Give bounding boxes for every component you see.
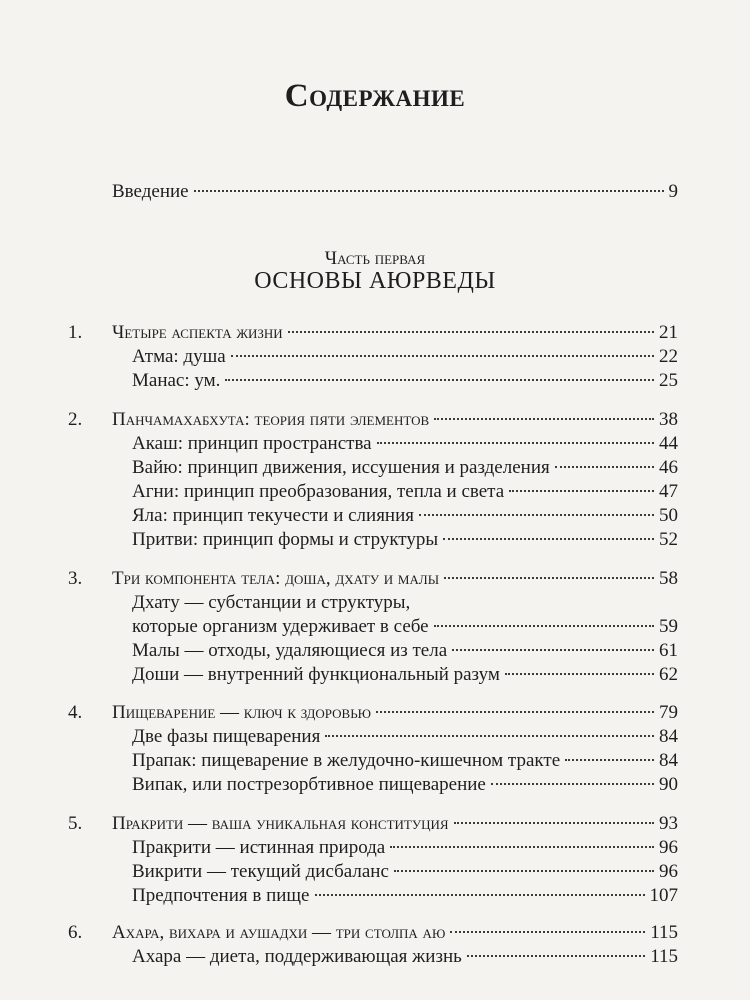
chapter-title: Ахара, вихара и аушадхи — три столпа аю: [112, 922, 446, 943]
dot-leader: [419, 514, 654, 516]
subentry-page: 115: [650, 946, 678, 967]
subentry-page: 22: [659, 346, 678, 367]
toc-subentry: [132, 836, 678, 860]
subentry-page: 96: [659, 861, 678, 882]
toc-entry-intro: [112, 180, 678, 204]
toc-subentry: [132, 345, 678, 369]
dot-leader: [444, 577, 654, 579]
dot-leader: [467, 955, 645, 957]
subentry-title: Манас: ум.: [132, 370, 221, 391]
dot-leader: [505, 673, 654, 675]
subentry-page: 62: [659, 664, 678, 685]
chapter-page: 58: [659, 568, 678, 589]
toc-subentry: [132, 860, 678, 884]
dot-leader: [454, 822, 654, 824]
subentry-title: Акаш: принцип пространства: [132, 433, 372, 454]
dot-leader: [434, 418, 654, 420]
dot-leader: [376, 711, 654, 713]
subentry-page: 44: [659, 433, 678, 454]
subentry-page: 84: [659, 726, 678, 747]
chapter-number: 3.: [68, 568, 83, 589]
subentry-title: Яла: принцип текучести и слияния: [132, 505, 415, 526]
chapter-number: 6.: [68, 922, 83, 943]
subentry-title: Прапак: пищеварение в желудочно-кишечном тракте: [132, 750, 561, 771]
toc-subentry: [132, 504, 678, 528]
toc-subentry: [132, 480, 678, 504]
dot-leader: [450, 931, 645, 933]
toc-subentry: [132, 773, 678, 797]
chapter-title: Пракрити — ваша уникальная конституция: [112, 813, 449, 834]
page-title: Содержание: [284, 78, 466, 114]
subentry-page: 50: [659, 505, 678, 526]
toc-subentry: [132, 369, 678, 393]
subentry-page: 46: [659, 457, 678, 478]
chapter-title: Четыре аспекта жизни: [112, 322, 283, 343]
chapter-number: 5.: [68, 813, 83, 834]
dot-leader: [325, 735, 654, 737]
chapter-number: 2.: [68, 409, 83, 430]
subentry-title: Малы — отходы, удаляющиеся из тела: [132, 640, 448, 661]
toc-subentry: [132, 725, 678, 749]
toc-chapter: [68, 408, 678, 432]
subentry-title: которые организм удерживает в себе: [132, 616, 429, 637]
subentry-title: Пракрити — истинная природа: [132, 837, 386, 858]
chapter-page: 79: [659, 702, 678, 723]
subentry-title: Ахара — диета, поддерживающая жизнь: [132, 946, 462, 967]
chapter-page: 93: [659, 813, 678, 834]
dot-leader: [231, 355, 654, 357]
dot-leader: [194, 190, 664, 192]
toc-subentry: [132, 528, 678, 552]
chapter-number: 1.: [68, 322, 83, 343]
subentry-title: Атма: душа: [132, 346, 226, 367]
dot-leader: [288, 331, 654, 333]
subentry-page: 47: [659, 481, 678, 502]
part-label: Часть первая: [324, 248, 426, 269]
dot-leader: [452, 649, 654, 651]
entry-title: Введение: [112, 181, 189, 202]
subentry-title: Випак, или пострезорбтивное пищеварение: [132, 774, 486, 795]
dot-leader: [491, 783, 654, 785]
dot-leader: [509, 490, 654, 492]
toc-chapter: [68, 321, 678, 345]
toc-subentry: [132, 456, 678, 480]
subentry-title: Притви: принцип формы и структуры: [132, 529, 439, 550]
dot-leader: [565, 759, 654, 761]
toc-chapter: [68, 812, 678, 836]
subentry-title: Доши — внутренний функциональный разум: [132, 664, 500, 685]
subentry-page: 96: [659, 837, 678, 858]
subentry-page: 52: [659, 529, 678, 550]
dot-leader: [315, 894, 645, 896]
subentry-page: 90: [659, 774, 678, 795]
subentry-page: 25: [659, 370, 678, 391]
toc-subentry: [132, 615, 678, 639]
chapter-title: Пищеварение — ключ к здоровью: [112, 702, 372, 723]
dot-leader: [394, 870, 654, 872]
toc-chapter: [68, 701, 678, 725]
subentry-page: 84: [659, 750, 678, 771]
toc-subentry: [132, 639, 678, 663]
dot-leader: [434, 625, 654, 627]
toc-chapter: [68, 567, 678, 591]
toc-subentry: [132, 749, 678, 773]
toc-subentry: [132, 432, 678, 456]
subentry-title: Две фазы пищеварения: [132, 726, 321, 747]
subentry-page: 61: [659, 640, 678, 661]
chapter-page: 115: [650, 922, 678, 943]
toc-subentry: [132, 945, 678, 969]
dot-leader: [555, 466, 654, 468]
toc-subentry: [132, 884, 678, 908]
toc-subentry: [132, 591, 678, 615]
subentry-page: 59: [659, 616, 678, 637]
subentry-title: Агни: принцип преобразования, тепла и света: [132, 481, 505, 502]
subentry-page: 107: [649, 885, 678, 906]
subentry-title: Дхату — субстанции и структуры,: [132, 592, 411, 613]
subentry-title: Викрити — текущий дисбаланс: [132, 861, 389, 882]
dot-leader: [225, 379, 654, 381]
part-title: ОСНОВЫ АЮРВЕДЫ: [254, 268, 496, 294]
chapter-title: Панчамахабхута: теория пяти элементов: [112, 409, 430, 430]
subentry-title: Предпочтения в пище: [132, 885, 310, 906]
chapter-page: 21: [659, 322, 678, 343]
dot-leader: [390, 846, 654, 848]
subentry-title: Вайю: принцип движения, иссушения и разделения: [132, 457, 550, 478]
chapter-page: 38: [659, 409, 678, 430]
dot-leader: [443, 538, 654, 540]
dot-leader: [377, 442, 654, 444]
toc-subentry: [132, 663, 678, 687]
chapter-title: Три компонента тела: доша, дхату и малы: [112, 568, 440, 589]
chapter-number: 4.: [68, 702, 83, 723]
entry-page: 9: [668, 181, 678, 202]
toc-chapter: [68, 921, 678, 945]
